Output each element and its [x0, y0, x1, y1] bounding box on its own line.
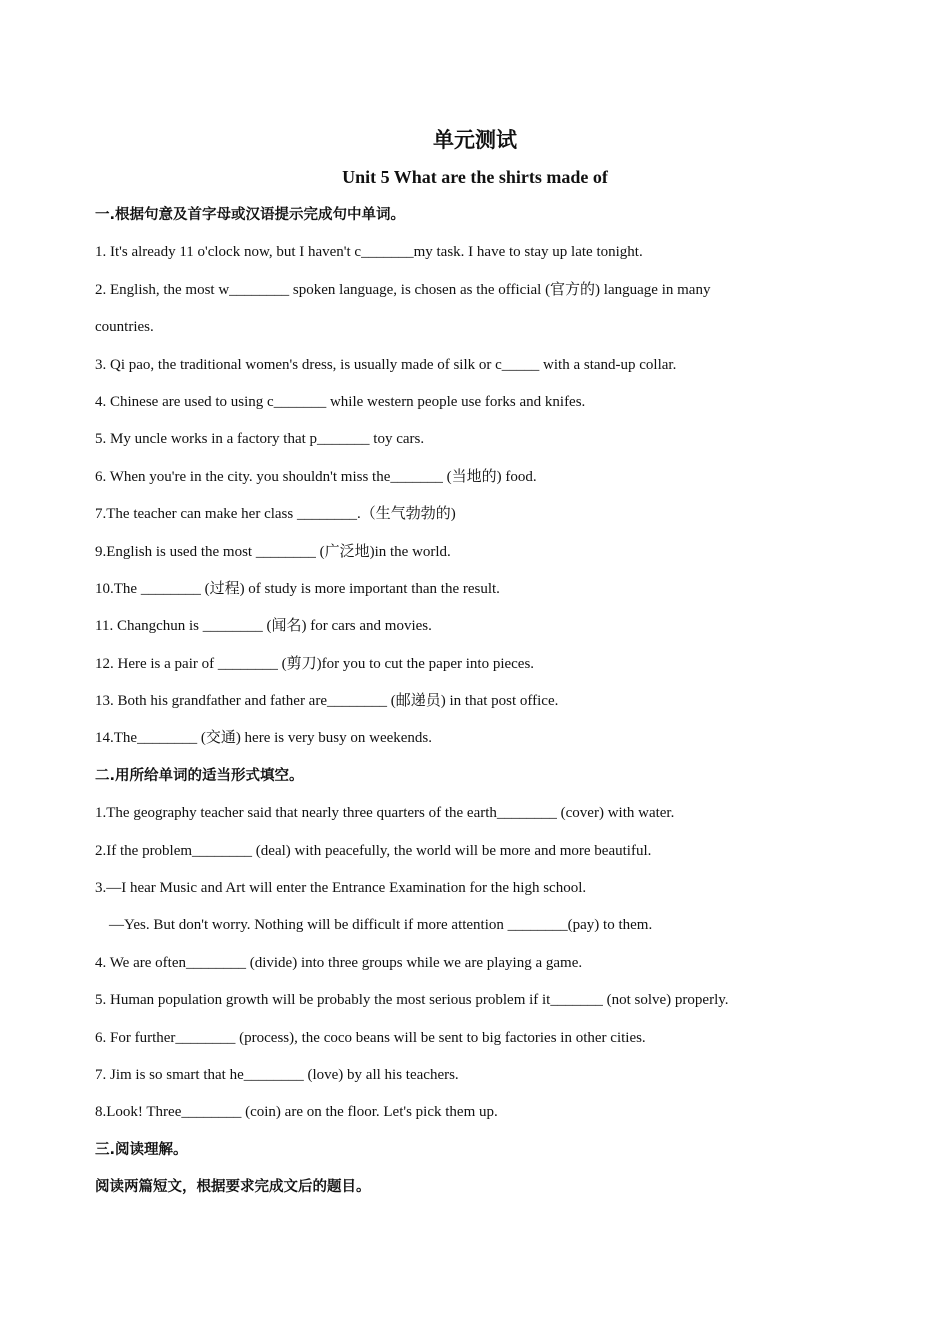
page-title: 单元测试	[433, 128, 517, 152]
question-line: 1.The geography teacher said that nearly three quarters of the earth________ (cover) with water.	[95, 805, 675, 822]
question-line: 14.The________ (交通) here is very busy on weekends.	[95, 730, 433, 747]
question-line: 2.If the problem________ (deal) with peacefully, the world will be more and more beautiful.	[95, 842, 652, 859]
question-line: 9.English is used the most ________ (广泛地)in the world.	[95, 543, 451, 560]
question-line: 7.The teacher can make her class ________.（生气勃勃的)	[95, 506, 456, 523]
section-3-instruction: 阅读两篇短文，根据要求完成文后的题目。	[95, 1179, 371, 1196]
question-line: 4. Chinese are used to using c_______ while western people use forks and knifes.	[95, 393, 586, 410]
question-line: 8.Look! Three________ (coin) are on the floor. Let's pick them up.	[95, 1104, 498, 1121]
unit-subtitle: Unit 5 What are the shirts made of	[342, 167, 608, 187]
question-line: 3. Qi pao, the traditional women's dress, is usually made of silk or c_____ with a stand-up collar.	[95, 356, 677, 373]
document-body	[95, 201, 855, 1211]
question-line: 10.The ________ (过程) of study is more important than the result.	[95, 580, 500, 597]
question-line: 2. English, the most w________ spoken language, is chosen as the official (官方的) language in many	[95, 281, 711, 298]
question-line: 5. My uncle works in a factory that p_______ toy cars.	[95, 431, 425, 448]
question-line: 1. It's already 11 o'clock now, but I haven't c_______my task. I have to stay up late tonight.	[95, 244, 643, 261]
question-line: 11. Changchun is ________ (闻名) for cars and movies.	[95, 618, 432, 635]
section-1-heading: 一.根据句意及首字母或汉语提示完成句中单词。	[95, 207, 406, 223]
question-line: 3.—I hear Music and Art will enter the Entrance Examination for the high school.	[95, 880, 587, 897]
section-3-heading: 三.阅读理解。	[95, 1141, 188, 1158]
question-line: 13. Both his grandfather and father are________ (邮递员) in that post office.	[95, 693, 559, 710]
question-line: 4. We are often________ (divide) into three groups while we are playing a game.	[95, 954, 583, 971]
question-line: countries.	[95, 319, 154, 336]
question-line: 6. For further________ (process), the coco beans will be sent to big factories in other cities.	[95, 1029, 646, 1046]
question-line: 6. When you're in the city. you shouldn't miss the_______ (当地的) food.	[95, 468, 537, 485]
section-2-heading: 二.用所给单词的适当形式填空。	[95, 767, 304, 784]
question-line: —Yes. But don't worry. Nothing will be difficult if more attention ________(pay) to them.	[109, 917, 653, 934]
question-line: 7. Jim is so smart that he________ (love) by all his teachers.	[95, 1066, 459, 1083]
question-line: 5. Human population growth will be probably the most serious problem if it_______ (not solve) properly.	[95, 992, 729, 1009]
question-line: 12. Here is a pair of ________ (剪刀)for you to cut the paper into pieces.	[95, 655, 535, 672]
